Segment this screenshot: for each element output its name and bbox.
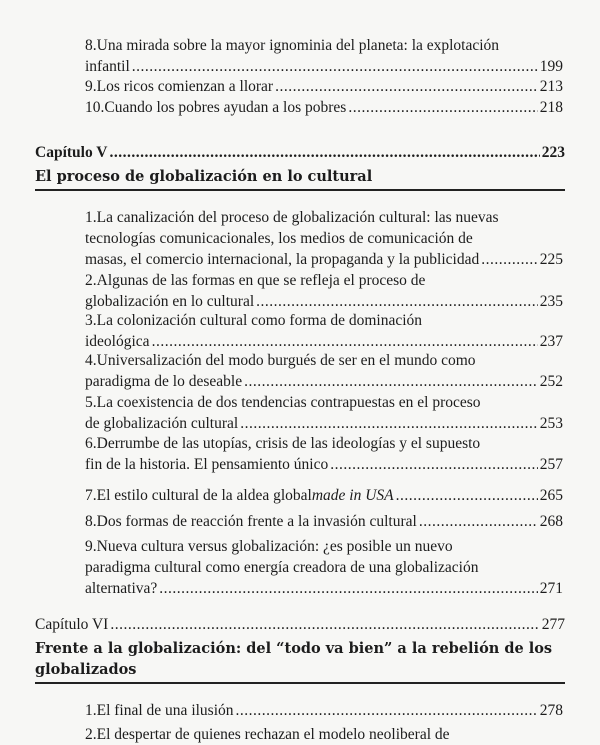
entry-line bbox=[85, 454, 563, 475]
entry-line bbox=[85, 413, 563, 434]
entry-line bbox=[85, 578, 563, 599]
entry-text: 9.Nueva cultura versus globalización: ¿es posible un nuevo bbox=[85, 538, 453, 555]
dot-leader bbox=[152, 331, 538, 352]
entry-text: globalizados bbox=[35, 661, 137, 678]
entry-text: 3.La colonización cultural como forma de dominación bbox=[85, 312, 423, 329]
dot-leader bbox=[110, 614, 539, 635]
entry-text: 1.La canalización del proceso de globalización cultural: las nuevas bbox=[85, 209, 499, 226]
page-number: 223 bbox=[541, 144, 565, 161]
dot-leader bbox=[275, 76, 538, 97]
toc-entry bbox=[85, 700, 563, 721]
dot-leader bbox=[330, 454, 538, 475]
entry-line bbox=[85, 511, 563, 532]
page-number: 252 bbox=[539, 373, 563, 390]
entry-line bbox=[85, 291, 563, 312]
entry-text: 8.Una mirada sobre la mayor ignominia del planeta: la explotación bbox=[85, 37, 500, 54]
dot-leader bbox=[159, 578, 537, 599]
entry-line bbox=[85, 557, 563, 578]
chapter-title bbox=[35, 166, 565, 187]
entry-line bbox=[85, 97, 563, 118]
entry-line bbox=[85, 270, 563, 291]
entry-text: 8.Dos formas de reacción frente a la invasión cultural bbox=[85, 513, 417, 530]
entry-text: tecnologías comunicacionales, los medios de comunicación de bbox=[85, 230, 473, 247]
toc-entry bbox=[85, 485, 563, 506]
entry-text: 4.Universalización del modo burgués de ser en el mundo como bbox=[85, 352, 476, 369]
toc-entry bbox=[85, 350, 563, 392]
toc-entry bbox=[85, 536, 563, 599]
entry-text: infantil bbox=[85, 58, 130, 75]
section-divider bbox=[35, 189, 565, 191]
entry-text: 2.Algunas de las formas en que se refleja el proceso de bbox=[85, 272, 426, 289]
entry-text: de globalización cultural bbox=[85, 415, 239, 432]
entry-text: alternativa? bbox=[85, 580, 158, 597]
page-number: 199 bbox=[539, 58, 563, 75]
dot-leader bbox=[110, 142, 540, 163]
entry-line bbox=[85, 56, 563, 77]
entry-text: 10.Cuando los pobres ayudan a los pobres bbox=[85, 99, 347, 116]
section-divider bbox=[35, 682, 565, 684]
page-number: 253 bbox=[539, 415, 563, 432]
page-number: 277 bbox=[541, 616, 565, 633]
entry-line bbox=[85, 331, 563, 352]
toc-entry bbox=[85, 97, 563, 118]
entry-text: paradigma cultural como energía creadora de una globalización bbox=[85, 559, 479, 576]
entry-text: 2.El despertar de quienes rechazan el modelo neoliberal de bbox=[85, 726, 450, 743]
dot-leader bbox=[419, 511, 538, 532]
entry-text: 6.Derrumbe de las utopías, crisis de las ideologías y el supuesto bbox=[85, 435, 481, 452]
dot-leader bbox=[132, 56, 538, 77]
entry-text: ideológica bbox=[85, 333, 150, 350]
entry-text: El proceso de globalización en lo cultural bbox=[35, 168, 373, 185]
toc-entry bbox=[85, 511, 563, 532]
entry-line bbox=[85, 536, 563, 557]
entry-line bbox=[85, 76, 563, 97]
toc-entry bbox=[85, 392, 563, 434]
page-number: 218 bbox=[539, 99, 563, 116]
toc-entry bbox=[85, 76, 563, 97]
entry-text: 1.El final de una ilusión bbox=[85, 702, 234, 719]
entry-line bbox=[85, 371, 563, 392]
entry-line bbox=[85, 207, 563, 228]
entry-line bbox=[35, 659, 565, 680]
entry-line bbox=[85, 392, 563, 413]
entry-text-italic: made in USA bbox=[311, 487, 394, 504]
dot-leader bbox=[396, 485, 538, 506]
entry-text: Frente a la globalización: del “todo va bien” a la rebelión de los bbox=[35, 640, 553, 657]
entry-line bbox=[85, 700, 563, 721]
toc-entry bbox=[85, 310, 563, 352]
page-number: 268 bbox=[539, 513, 563, 530]
entry-line bbox=[85, 228, 563, 249]
entry-text: paradigma de lo deseable bbox=[85, 373, 243, 390]
page-number: 213 bbox=[539, 78, 563, 95]
page-number: 265 bbox=[539, 487, 563, 504]
chapter-line bbox=[35, 142, 565, 163]
chapter-line bbox=[35, 614, 565, 635]
page-number: 257 bbox=[539, 456, 563, 473]
entry-line bbox=[85, 724, 563, 745]
page-number: 237 bbox=[539, 333, 563, 350]
dot-leader bbox=[348, 97, 537, 118]
entry-line bbox=[85, 310, 563, 331]
entry-line bbox=[35, 166, 565, 187]
dot-leader bbox=[481, 249, 538, 270]
entry-line bbox=[35, 638, 565, 659]
entry-line bbox=[85, 35, 563, 56]
chapter-entry bbox=[35, 614, 565, 635]
page-number: 271 bbox=[539, 580, 563, 597]
toc-entry bbox=[85, 207, 563, 270]
entry-text: 5.La coexistencia de dos tendencias contrapuestas en el proceso bbox=[85, 394, 481, 411]
dot-leader bbox=[244, 371, 538, 392]
chapter-title bbox=[35, 638, 565, 680]
toc-entry bbox=[85, 270, 563, 312]
entry-text: fin de la historia. El pensamiento único bbox=[85, 456, 329, 473]
page-number: 225 bbox=[539, 251, 563, 268]
entry-text: 7.El estilo cultural de la aldea global bbox=[85, 487, 312, 504]
dot-leader bbox=[240, 413, 538, 434]
dot-leader bbox=[236, 700, 538, 721]
chapter-label: Capítulo V bbox=[35, 144, 108, 161]
entry-text: globalización en lo cultural bbox=[85, 293, 255, 310]
entry-line bbox=[85, 249, 563, 270]
entry-line bbox=[85, 485, 563, 506]
toc-entry bbox=[85, 724, 563, 745]
chapter-label: Capítulo VI bbox=[35, 616, 109, 633]
entry-line bbox=[85, 350, 563, 371]
toc-entry bbox=[85, 433, 563, 475]
entry-text: 9.Los ricos comienzan a llorar bbox=[85, 78, 274, 95]
chapter-entry bbox=[35, 142, 565, 163]
dot-leader bbox=[256, 291, 538, 312]
page-number: 235 bbox=[539, 293, 563, 310]
entry-line bbox=[85, 433, 563, 454]
toc-entry bbox=[85, 35, 563, 77]
page-number: 278 bbox=[539, 702, 563, 719]
entry-text: masas, el comercio internacional, la propaganda y la publicidad bbox=[85, 251, 480, 268]
